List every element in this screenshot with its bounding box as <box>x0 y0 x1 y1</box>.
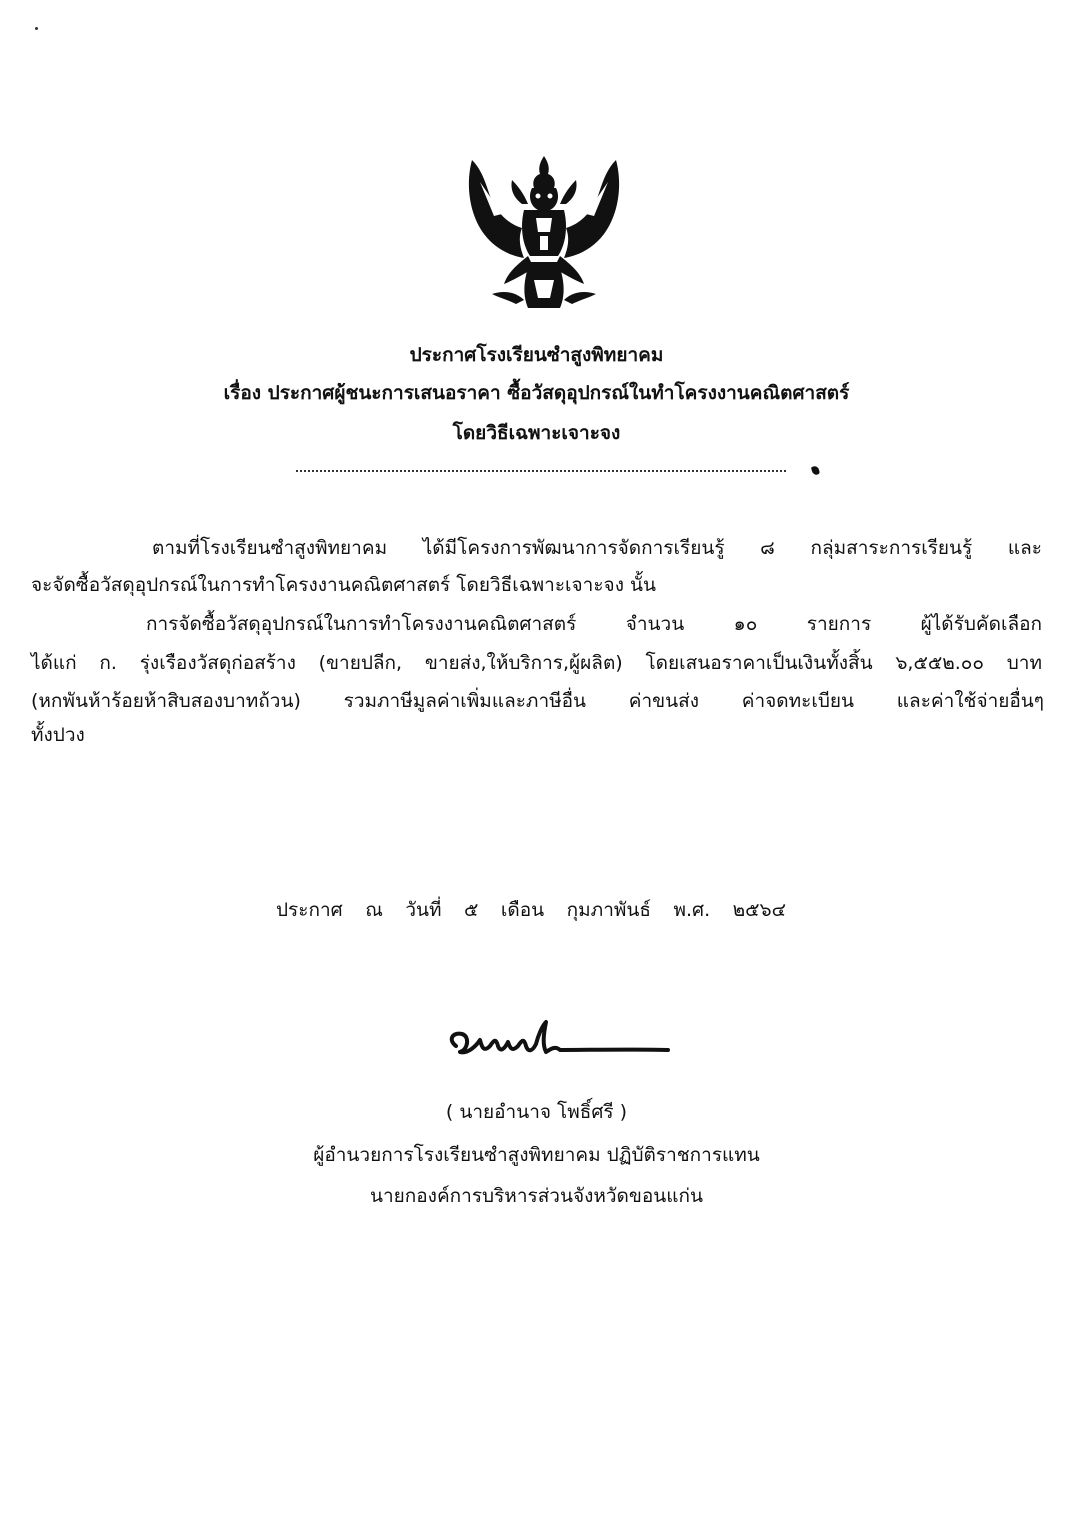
signatory-position-secondary: นายกองค์การบริหารส่วนจังหวัดขอนแก่น <box>369 1185 704 1207</box>
dotted-separator <box>296 470 786 472</box>
body-paragraph-line: การจัดซื้อวัสดุอุปกรณ์ในการทำโครงงานคณิตศาสตร์ จำนวน ๑๐ รายการ ผู้ได้รับคัดเลือก <box>146 613 1042 635</box>
signatory-position: ผู้อำนวยการโรงเรียนซำสูงพิทยาคม ปฏิบัติราชการแทน <box>313 1144 760 1166</box>
body-paragraph-line: จะจัดซื้อวัสดุอุปกรณ์ในการทำโครงงานคณิตศาสตร์ โดยวิธีเฉพาะเจาะจง นั้น <box>31 574 656 596</box>
announcement-method: โดยวิธีเฉพาะเจาะจง <box>452 422 621 444</box>
garuda-emblem-icon <box>462 152 626 316</box>
ink-mark <box>811 465 820 476</box>
body-paragraph-line: ตามที่โรงเรียนซำสูงพิทยาคม ได้มีโครงการพัฒนาการจัดการเรียนรู้ ๘ กลุ่มสาระการเรียนรู้ และ <box>152 537 1042 559</box>
body-paragraph-line: (หกพันห้าร้อยห้าสิบสองบาทถ้วน) รวมภาษีมูลค่าเพิ่มและภาษีอื่น ค่าขนส่ง ค่าจดทะเบียน และค่าใช้จ่ายอื่นๆ <box>31 690 1044 712</box>
body-paragraph-line: ทั้งปวง <box>31 724 85 746</box>
signatory-name: ( นายอำนาจ โพธิ์ศรี ) <box>445 1101 628 1123</box>
announcement-date: ประกาศ ณ วันที่ ๕ เดือน กุมภาพันธ์ พ.ศ. ๒๕๖๔ <box>276 899 786 921</box>
announcement-subject: เรื่อง ประกาศผู้ชนะการเสนอราคา ซื้อวัสดุอุปกรณ์ในทำโครงงานคณิตศาสตร์ <box>223 382 850 404</box>
announcement-title: ประกาศโรงเรียนซำสูงพิทยาคม <box>409 344 664 366</box>
handwritten-signature <box>438 1016 674 1070</box>
body-paragraph-line: ได้แก่ ก. รุ่งเรืองวัสดุก่อสร้าง (ขายปลีก, ขายส่ง,ให้บริการ,ผู้ผลิต) โดยเสนอราคาเป็นเงินทั้งสิ้น ๖,๕๕๒.๐๐ บาท <box>31 652 1042 674</box>
scan-speck <box>35 27 38 30</box>
